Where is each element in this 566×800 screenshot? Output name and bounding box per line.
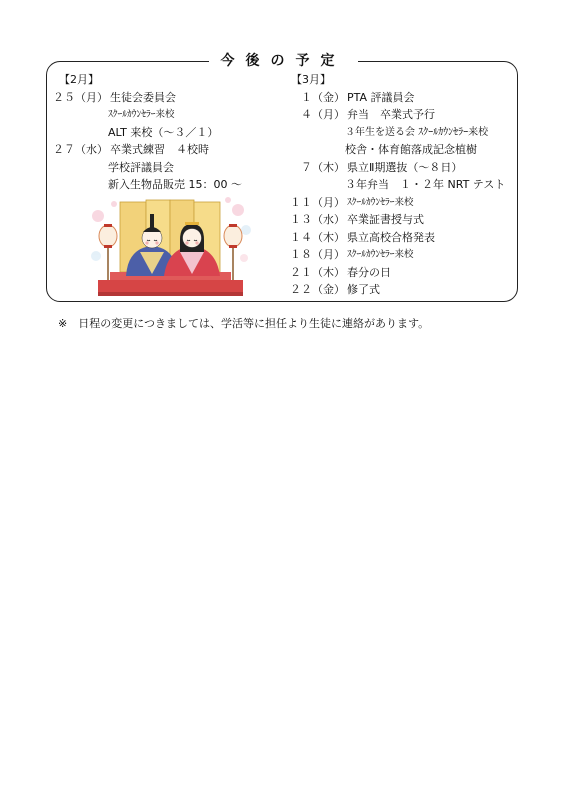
- schedule-row: [285, 159, 517, 177]
- schedule-row: [285, 229, 517, 247]
- page-title: 今後の予定: [209, 49, 358, 73]
- title-bar: [0, 49, 566, 73]
- schedule-date: １（金）: [301, 90, 345, 104]
- schedule-date: １４（木）: [290, 230, 345, 244]
- schedule-row: [285, 264, 517, 282]
- schedule-row: [53, 106, 283, 124]
- schedule-row: [53, 89, 283, 107]
- schedule-row: [285, 124, 517, 142]
- schedule-row: [285, 141, 517, 159]
- schedule-event: 県立高校合格発表: [347, 230, 435, 244]
- schedule-date: ２１（木）: [290, 265, 345, 279]
- schedule-row: [285, 89, 517, 107]
- schedule-date: １８（月）: [290, 248, 345, 261]
- schedule-date: １３（水）: [290, 213, 345, 226]
- schedule-event: 学校評議員会: [108, 160, 174, 174]
- schedule-row: [285, 106, 517, 124]
- schedule-date: ２７（水）: [53, 143, 108, 156]
- schedule-row: [53, 159, 283, 177]
- schedule-event: 弁当 卒業式予行: [347, 108, 435, 121]
- schedule-date: ４（月）: [301, 108, 345, 121]
- schedule-date: １１（月）: [290, 195, 345, 209]
- march-column: [285, 71, 517, 299]
- schedule-event: 新入生物品販売 15：00 ～: [108, 178, 242, 191]
- schedule-row: [53, 176, 283, 194]
- schedule-event: ｽｸｰﾙｶｳﾝｾﾗｰ来校: [108, 109, 175, 120]
- schedule-row: [285, 194, 517, 212]
- hina-dolls-illustration: [88, 196, 253, 300]
- month-header-february: 【2月】: [59, 73, 99, 86]
- schedule-row: [285, 281, 517, 299]
- schedule-event: 校舎・体育館落成記念植樹: [345, 143, 477, 156]
- schedule-event: 修了式: [347, 283, 380, 296]
- schedule-change-note: ※ 日程の変更につきましては、学活等に担任より生徒に連絡があります。: [58, 317, 430, 330]
- month-header-march: 【3月】: [291, 73, 331, 86]
- schedule-event: ｽｸｰﾙｶｳﾝｾﾗｰ来校: [347, 196, 414, 208]
- schedule-date: ２２（金）: [290, 283, 345, 296]
- schedule-event: 生徒会委員会: [110, 90, 176, 104]
- schedule-event: PTA 評議員会: [347, 90, 415, 104]
- schedule-event: ALT 来校（～３／１）: [108, 125, 219, 139]
- february-column: [53, 71, 283, 194]
- schedule-date: ７（木）: [301, 160, 345, 174]
- schedule-row: [285, 176, 517, 194]
- schedule-event: 春分の日: [347, 265, 391, 279]
- schedule-row: [285, 246, 517, 264]
- schedule-row: [53, 141, 283, 159]
- schedule-event: ３年弁当 １・２年 NRT テスト: [345, 178, 506, 191]
- schedule-event: ３年生を送る会 ｽｸｰﾙｶｳﾝｾﾗｰ来校: [345, 126, 489, 138]
- schedule-event: 県立Ⅱ期選抜（～８日）: [347, 160, 463, 174]
- schedule-row: [53, 124, 283, 142]
- schedule-date: ２５（月）: [53, 90, 108, 104]
- schedule-event: ｽｸｰﾙｶｳﾝｾﾗｰ来校: [347, 249, 414, 260]
- schedule-event: 卒業証書授与式: [347, 213, 424, 226]
- schedule-event: 卒業式練習 ４校時: [110, 143, 209, 156]
- schedule-row: [285, 211, 517, 229]
